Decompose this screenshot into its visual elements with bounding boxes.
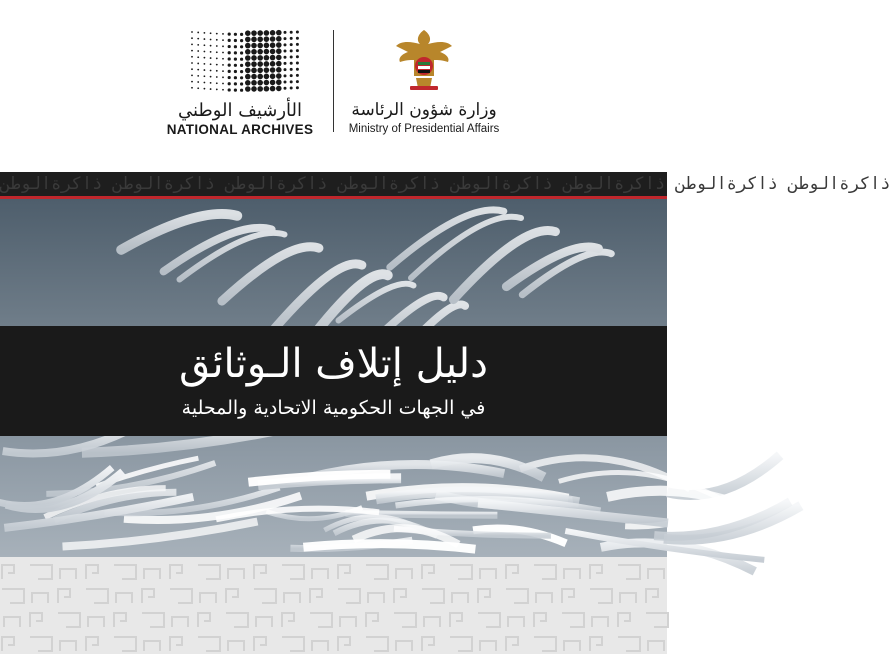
bottom-pattern-band xyxy=(0,557,667,654)
pattern-band-text: ذاكرةالوطن ذاكرةالوطن ذاكرةالوطن ذاكرةالوطن ذاكرةالوطن ذاكرةالوطن ذاكرةالوطن ذاكرةالوطن xyxy=(0,174,890,194)
national-archives-english: NATIONAL ARCHIVES xyxy=(166,122,314,137)
cover-header xyxy=(0,0,667,168)
national-archives-arabic: الأرشيف الوطني xyxy=(177,100,303,121)
cover-subtitle: في الجهات الحكومية الاتحادية والمحلية xyxy=(181,397,486,419)
ministry-arabic: وزارة شؤون الرئاسة xyxy=(351,100,497,120)
ministry-english: Ministry of Presidential Affairs xyxy=(348,123,500,135)
falcon-emblem-icon xyxy=(390,26,458,94)
national-archives-logo xyxy=(150,26,330,138)
geometric-pattern xyxy=(0,557,667,654)
cover-title: دليل إتلاف الـوثائق xyxy=(179,341,488,387)
dotted-flag-icon xyxy=(184,26,304,96)
ministry-logo xyxy=(340,26,508,138)
calligraphy-pattern-band xyxy=(0,172,890,196)
logo-divider xyxy=(333,30,334,132)
